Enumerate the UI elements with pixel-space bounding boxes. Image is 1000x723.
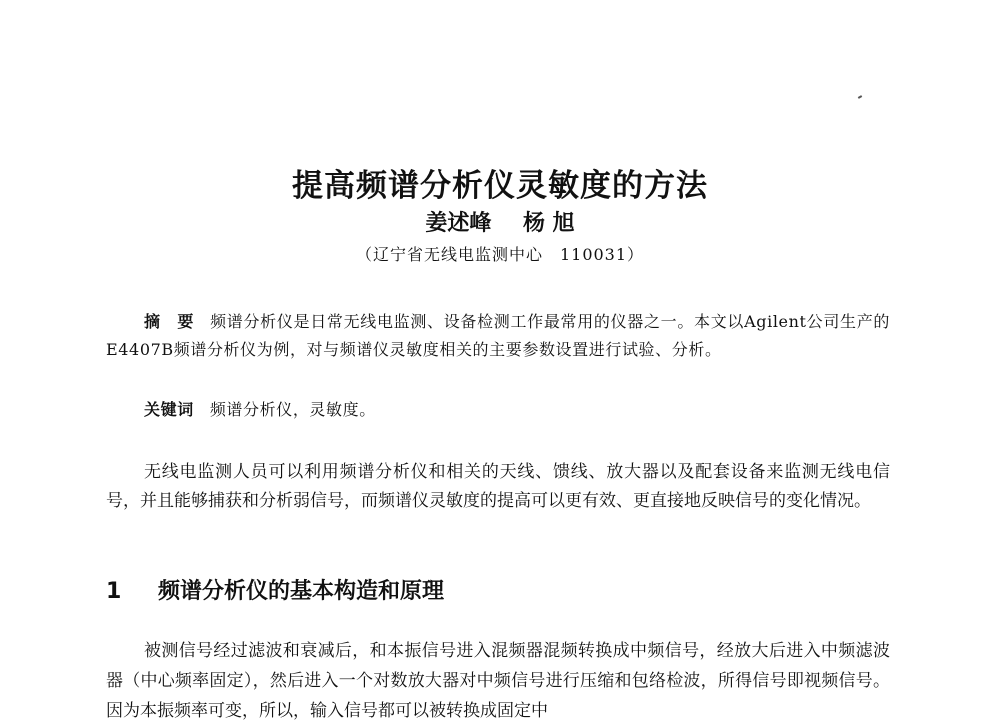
intro-paragraph: 无线电监测人员可以利用频谱分析仪和相关的天线、馈线、放大器以及配套设备来监测无线电信号，并且能够捕获和分析弱信号，而频谱仪灵敏度的提高可以更有效、更直接地反映信号的变化情况。: [106, 462, 890, 511]
author-line: [0, 206, 1000, 237]
section-number: 1: [106, 579, 122, 604]
abstract-text: 频谱分析仪是日常无线电监测、设备检测工作最常用的仪器之一。本文以Agilent公司生产的E4407B频谱分析仪为例，对与频谱仪灵敏度相关的主要参数设置进行试验、分析。: [106, 312, 890, 359]
author-name: 杨 旭: [523, 211, 575, 236]
abstract-paragraph: [106, 308, 890, 364]
section-heading: [106, 574, 444, 605]
paper-title: 提高频谱分析仪灵敏度的方法: [292, 168, 708, 204]
abstract-label: 摘 要: [144, 312, 195, 331]
scan-speck: [858, 95, 862, 99]
section-title: 频谱分析仪的基本构造和原理: [158, 579, 445, 604]
author-name: 姜述峰: [425, 211, 492, 236]
keywords-paragraph: [106, 396, 890, 424]
keywords-text: 频谱分析仪，灵敏度。: [209, 400, 376, 419]
section-paragraph: 被测信号经过滤波和衰减后，和本振信号进入混频器混频转换成中频信号，经放大后进入中频滤波器（中心频率固定），然后进入一个对数放大器对中频信号进行压缩和包络检波，所得信号即视频信号。因为本振频率可变，所以，输入信号都可以被转换成固定中: [106, 641, 890, 721]
keywords-label: 关键词: [144, 400, 194, 419]
affiliation: （辽宁省无线电监测中心 110031）: [355, 245, 645, 264]
